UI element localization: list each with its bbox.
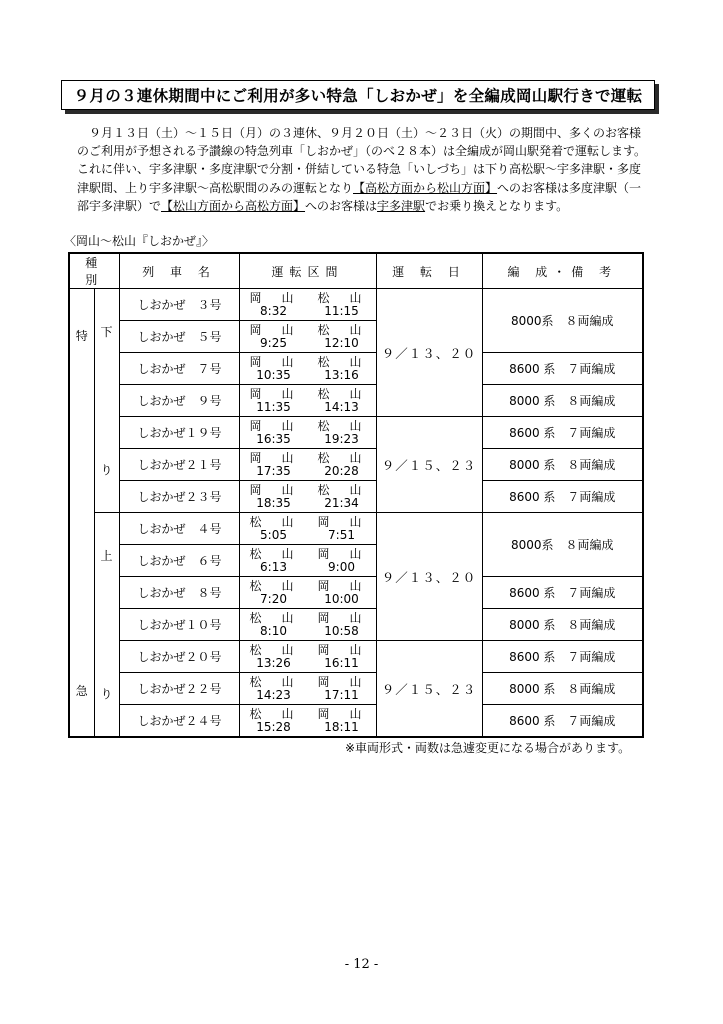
title-box — [61, 80, 655, 110]
section-cell — [239, 385, 376, 417]
arrival-time: 9:00 — [328, 559, 355, 574]
departure-time: 11:35 — [256, 399, 291, 414]
from-station: 松 山 — [249, 706, 298, 721]
formation-note: 8000系 ８両編成 — [482, 513, 643, 577]
page-title: ９月の３連休期間中にご利用が多い特急「しおかぜ」を全編成岡山駅行きで運転 — [61, 80, 655, 110]
from-station: 岡 山 — [249, 482, 298, 497]
departure-time: 10:35 — [256, 367, 291, 382]
table-row — [69, 641, 643, 673]
train-name: しおかぜ ６号 — [119, 545, 239, 577]
to-station: 岡 山 — [317, 706, 366, 721]
arrival-time: 10:58 — [324, 623, 359, 638]
departure-time: 7:20 — [260, 591, 287, 606]
table-row — [69, 385, 643, 417]
departure-time: 18:35 — [256, 495, 291, 510]
to-station: 松 山 — [317, 354, 366, 369]
formation-note: 8600 系 ７両編成 — [482, 353, 643, 385]
train-name: しおかぜ１０号 — [119, 609, 239, 641]
operation-days: ９／１３、２０ — [376, 513, 482, 641]
to-station: 岡 山 — [317, 674, 366, 689]
to-station: 松 山 — [317, 482, 366, 497]
section-label: 〈岡山～松山『しおかぜ』〉 — [64, 234, 215, 248]
arrival-time: 10:00 — [324, 591, 359, 606]
intro-text-2: へのお客様は多度津駅（一部宇多津駅）で — [77, 180, 642, 213]
direction-char: 下 — [100, 325, 113, 339]
table-header-row — [69, 253, 643, 289]
train-name: しおかぜ２２号 — [119, 673, 239, 705]
section-cell — [239, 353, 376, 385]
operation-days: ９／１５、２３ — [376, 417, 482, 513]
train-name: しおかぜ２３号 — [119, 481, 239, 513]
section-cell — [239, 417, 376, 449]
train-name: しおかぜ ７号 — [119, 353, 239, 385]
table-row — [69, 577, 643, 609]
header-train-name: 列 車 名 — [119, 253, 239, 289]
from-station: 松 山 — [249, 578, 298, 593]
arrival-time: 12:10 — [324, 335, 359, 350]
train-name: しおかぜ２０号 — [119, 641, 239, 673]
arrival-time: 19:23 — [324, 431, 359, 446]
departure-time: 8:10 — [260, 623, 287, 638]
train-name: しおかぜ ３号 — [119, 289, 239, 321]
section-cell — [239, 321, 376, 353]
to-station: 岡 山 — [317, 642, 366, 657]
table-row — [69, 353, 643, 385]
section-cell — [239, 705, 376, 738]
page-number: - 12 - — [344, 957, 379, 972]
train-name: しおかぜ２４号 — [119, 705, 239, 738]
from-station: 岡 山 — [249, 386, 298, 401]
departure-time: 16:35 — [256, 431, 291, 446]
intro-text-4: でお乗り換えとなります。 — [425, 198, 569, 213]
train-name: しおかぜ ８号 — [119, 577, 239, 609]
to-station: 松 山 — [317, 386, 366, 401]
arrival-time: 13:16 — [324, 367, 359, 382]
arrival-time: 21:34 — [324, 495, 359, 510]
footnote: ※車両形式・両数は急遽変更になる場合があります。 — [345, 741, 631, 755]
formation-note: 8000 系 ８両編成 — [482, 449, 643, 481]
arrival-time: 11:15 — [324, 303, 359, 318]
table-row — [69, 481, 643, 513]
formation-note: 8600 系 ７両編成 — [482, 481, 643, 513]
direction-char: 上 — [100, 549, 113, 563]
from-station: 岡 山 — [249, 450, 298, 465]
arrival-time: 7:51 — [328, 527, 355, 542]
from-station: 岡 山 — [249, 354, 298, 369]
timetable — [68, 252, 644, 738]
arrival-time: 18:11 — [324, 719, 359, 734]
arrival-time: 20:28 — [324, 463, 359, 478]
section-cell — [239, 481, 376, 513]
category-cell — [69, 289, 94, 738]
train-name: しおかぜ ４号 — [119, 513, 239, 545]
to-station: 松 山 — [317, 418, 366, 433]
category-char: 特 — [75, 328, 88, 343]
section-cell — [239, 545, 376, 577]
from-station: 岡 山 — [249, 418, 298, 433]
intro-underline-2: 【松山方面から高松方面】 — [161, 198, 306, 213]
intro-paragraph — [77, 124, 653, 215]
to-station: 岡 山 — [317, 610, 366, 625]
departure-time: 13:26 — [256, 655, 291, 670]
header-section: 運転区間 — [239, 253, 376, 289]
formation-note: 8000 系 ８両編成 — [482, 673, 643, 705]
category-char: 急 — [75, 683, 88, 698]
formation-note: 8000 系 ８両編成 — [482, 385, 643, 417]
header-type: 種 別 — [69, 253, 119, 289]
departure-time: 14:23 — [256, 687, 291, 702]
section-cell — [239, 641, 376, 673]
departure-time: 6:13 — [260, 559, 287, 574]
departure-time: 15:28 — [256, 719, 291, 734]
from-station: 松 山 — [249, 514, 298, 529]
section-cell — [239, 449, 376, 481]
table-row — [69, 513, 643, 545]
formation-note: 8600 系 ７両編成 — [482, 577, 643, 609]
section-cell — [239, 513, 376, 545]
formation-note: 8000 系 ８両編成 — [482, 609, 643, 641]
to-station: 岡 山 — [317, 514, 366, 529]
arrival-time: 17:11 — [324, 687, 359, 702]
train-name: しおかぜ１９号 — [119, 417, 239, 449]
formation-note: 8600 系 ７両編成 — [482, 705, 643, 738]
header-days: 運 転 日 — [376, 253, 482, 289]
operation-days: ９／１５、２３ — [376, 641, 482, 738]
from-station: 岡 山 — [249, 322, 298, 337]
table-row — [69, 449, 643, 481]
intro-underline-3: 宇多津駅 — [377, 198, 426, 213]
train-name: しおかぜ ９号 — [119, 385, 239, 417]
direction-down-cell — [94, 289, 119, 513]
to-station: 岡 山 — [317, 578, 366, 593]
intro-text-1: ９月１３日（土）～１５日（月）の３連休、９月２０日（土）～２３日（火）の期間中、多くのお客様のご利用が予想される予讃線の特急列車「しおかぜ」（のべ２８本）は全編成が岡山駅発着で運転します。 これに伴い、宇多津駅・多度津駅で分割・併結している特急「いしづち」は下り高松駅～宇多津駅・多度津駅間、上り宇多津駅～高松駅間のみの運転となり — [77, 126, 653, 195]
to-station: 岡 山 — [317, 546, 366, 561]
direction-char: り — [100, 463, 113, 477]
from-station: 松 山 — [249, 642, 298, 657]
intro-text-3: へのお客様は — [305, 198, 378, 213]
departure-time: 8:32 — [260, 303, 287, 318]
table-row — [69, 417, 643, 449]
departure-time: 5:05 — [260, 527, 287, 542]
from-station: 岡 山 — [249, 290, 298, 305]
departure-time: 9:25 — [260, 335, 287, 350]
operation-days: ９／１３、２０ — [376, 289, 482, 417]
from-station: 松 山 — [249, 546, 298, 561]
arrival-time: 16:11 — [324, 655, 359, 670]
formation-note: 8000系 ８両編成 — [482, 289, 643, 353]
formation-note: 8600 系 ７両編成 — [482, 417, 643, 449]
from-station: 松 山 — [249, 610, 298, 625]
table-row — [69, 705, 643, 738]
formation-note: 8600 系 ７両編成 — [482, 641, 643, 673]
section-cell — [239, 609, 376, 641]
from-station: 松 山 — [249, 674, 298, 689]
table-row — [69, 609, 643, 641]
table-row — [69, 673, 643, 705]
train-name: しおかぜ ５号 — [119, 321, 239, 353]
section-cell — [239, 289, 376, 321]
departure-time: 17:35 — [256, 463, 291, 478]
direction-char: り — [100, 687, 113, 701]
to-station: 松 山 — [317, 290, 366, 305]
direction-up-cell — [94, 513, 119, 738]
section-cell — [239, 577, 376, 609]
to-station: 松 山 — [317, 322, 366, 337]
table-row — [69, 289, 643, 321]
arrival-time: 14:13 — [324, 399, 359, 414]
intro-underline-1: 【高松方面から松山方面】 — [353, 180, 498, 195]
header-formation: 編 成・備 考 — [482, 253, 643, 289]
section-cell — [239, 673, 376, 705]
train-name: しおかぜ２１号 — [119, 449, 239, 481]
to-station: 松 山 — [317, 450, 366, 465]
